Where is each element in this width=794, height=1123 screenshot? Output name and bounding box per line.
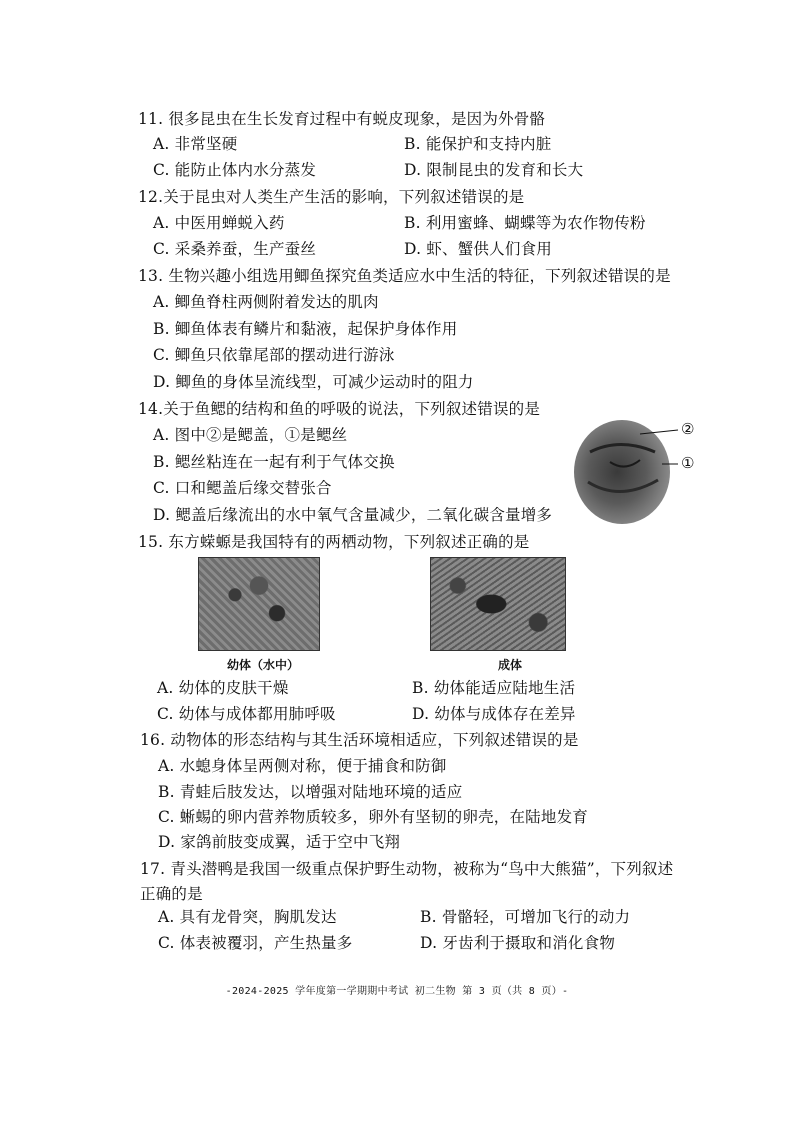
page-footer: -2024-2025 学年度第一学期期中考试 初二生物 第 3 页（共 8 页）- xyxy=(225,986,569,997)
q14-option-d: D. 鳃盖后缘流出的水中氧气含量减少，二氧化碳含量增多 xyxy=(153,506,553,524)
q11-option-d: D. 限制昆虫的发育和长大 xyxy=(404,161,584,179)
q17-option-b: B. 骨骼轻，可增加飞行的动力 xyxy=(420,908,631,926)
question-13-stem: 13. 生物兴趣小组选用鲫鱼探究鱼类适应水中生活的特征，下列叙述错误的是 xyxy=(138,267,671,285)
q17-option-c: C. 体表被覆羽，产生热量多 xyxy=(158,934,353,952)
q11-option-a: A. 非常坚硬 xyxy=(153,135,238,153)
q11-option-c: C. 能防止体内水分蒸发 xyxy=(153,161,317,179)
q16-option-d: D. 家鸽前肢变成翼，适于空中飞翔 xyxy=(158,833,401,851)
q17-option-d: D. 牙齿利于摄取和消化食物 xyxy=(420,934,616,952)
q12-option-d: D. 虾、蟹供人们食用 xyxy=(404,240,552,258)
question-11-stem: 11. 很多昆虫在生长发育过程中有蜕皮现象，是因为外骨骼 xyxy=(138,110,546,128)
q12-option-c: C. 采桑养蚕，生产蚕丝 xyxy=(153,240,317,258)
q16-option-a: A. 水螅身体呈两侧对称，便于捕食和防御 xyxy=(158,757,447,775)
question-14-stem: 14.关于鱼鳃的结构和鱼的呼吸的说法，下列叙述错误的是 xyxy=(138,400,541,418)
q14-option-c: C. 口和鳃盖后缘交替张合 xyxy=(153,479,332,497)
question-17-stem: 17. 青头潜鸭是我国一级重点保护野生动物，被称为“鸟中大熊猫”，下列叙述 xyxy=(140,860,674,878)
q14-option-a: A. 图中②是鳃盖，①是鳃丝 xyxy=(153,426,348,444)
q13-option-a: A. 鲫鱼脊柱两侧附着发达的肌肉 xyxy=(153,293,379,311)
q15-option-b: B. 幼体能适应陆地生活 xyxy=(412,679,576,697)
gill-label-1: ① xyxy=(681,454,695,472)
q15-option-a: A. 幼体的皮肤干燥 xyxy=(157,679,289,697)
gill-label-2: ② xyxy=(681,420,695,438)
q16-option-c: C. 蜥蜴的卵内营养物质较多，卵外有坚韧的卵壳，在陆地发育 xyxy=(158,808,588,826)
question-16-stem: 16. 动物体的形态结构与其生活环境相适应，下列叙述错误的是 xyxy=(140,731,579,749)
q12-option-b: B. 利用蜜蜂、蝴蝶等为农作物传粉 xyxy=(404,214,646,232)
q13-option-b: B. 鲫鱼体表有鳞片和黏液，起保护身体作用 xyxy=(153,320,458,338)
question-12-stem: 12.关于昆虫对人类生产生活的影响，下列叙述错误的是 xyxy=(138,188,525,206)
q15-option-d: D. 幼体与成体存在差异 xyxy=(412,705,576,723)
question-15-stem: 15. 东方蝾螈是我国特有的两栖动物，下列叙述正确的是 xyxy=(138,533,530,551)
q13-option-c: C. 鲫鱼只依靠尾部的摆动进行游泳 xyxy=(153,346,395,364)
q11-option-b: B. 能保护和支持内脏 xyxy=(404,135,552,153)
q15-option-c: C. 幼体与成体都用肺呼吸 xyxy=(157,705,336,723)
q16-option-b: B. 青蛙后肢发达，以增强对陆地环境的适应 xyxy=(158,783,463,801)
adult-photo xyxy=(430,557,566,651)
larva-photo xyxy=(198,557,320,651)
q13-option-d: D. 鲫鱼的身体呈流线型，可减少运动时的阻力 xyxy=(153,373,474,391)
adult-caption: 成体 xyxy=(498,658,523,672)
q12-option-a: A. 中医用蝉蜕入药 xyxy=(153,214,285,232)
question-17-stem-cont: 正确的是 xyxy=(140,885,203,903)
larva-caption: 幼体（水中） xyxy=(227,658,300,672)
q17-option-a: A. 具有龙骨突，胸肌发达 xyxy=(158,908,337,926)
q14-option-b: B. 鳃丝粘连在一起有利于气体交换 xyxy=(153,453,395,471)
